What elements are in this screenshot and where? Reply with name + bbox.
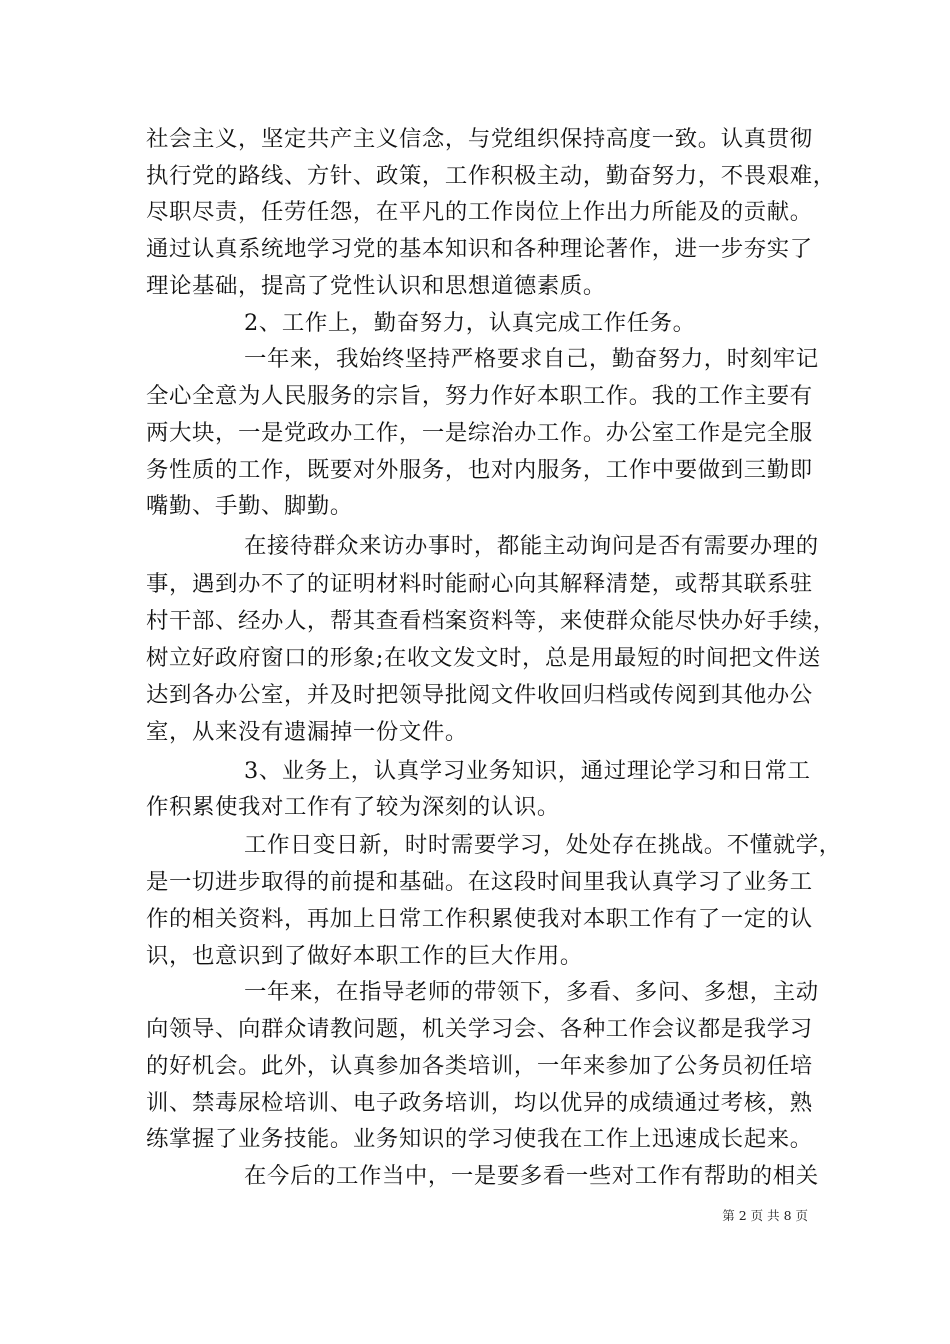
- text-line: 作的相关资料，再加上日常工作积累使我对本职工作有了一定的认: [146, 906, 813, 932]
- text-line: 尽职尽责，任劳任怨，在平凡的工作岗位上作出力所能及的贡献。: [146, 199, 813, 225]
- text-line: 村干部、经办人，帮其查看档案资料等，来使群众能尽快办好手续，: [146, 608, 836, 634]
- text-line: 在接待群众来访办事时，都能主动询问是否有需要办理的: [244, 533, 819, 559]
- text-line: 嘴勤、手勤、脚勤。: [146, 493, 353, 519]
- text-line: 作积累使我对工作有了较为深刻的认识。: [146, 794, 560, 820]
- text-line: 识，也意识到了做好本职工作的巨大作用。: [146, 943, 583, 969]
- text-line: 一年来，我始终坚持严格要求自己，勤奋努力，时刻牢记: [244, 346, 819, 372]
- text-line: 执行党的路线、方针、政策，工作积极主动，勤奋努力，不畏艰难，: [146, 163, 836, 189]
- text-line: 在今后的工作当中，一是要多看一些对工作有帮助的相关: [244, 1163, 819, 1189]
- section-heading: 2、工作上，勤奋努力，认真完成工作任务。: [244, 310, 696, 336]
- text-line: 向领导、向群众请教问题，机关学习会、各种工作会议都是我学习: [146, 1016, 813, 1042]
- text-line: 务性质的工作，既要对外服务，也对内服务，工作中要做到三勤即: [146, 457, 813, 483]
- text-line: 室，从来没有遗漏掉一份文件。: [146, 719, 468, 745]
- text-line: 理论基础，提高了党性认识和思想道德素质。: [146, 273, 606, 299]
- text-line: 工作日变日新，时时需要学习，处处存在挑战。不懂就学，: [244, 832, 842, 858]
- text-line: 社会主义，坚定共产主义信念，与党组织保持高度一致。认真贯彻: [146, 126, 813, 152]
- section-heading: 3、业务上，认真学习业务知识，通过理论学习和日常工: [244, 758, 811, 784]
- text-line: 全心全意为人民服务的宗旨，努力作好本职工作。我的工作主要有: [146, 383, 813, 409]
- text-line: 的好机会。此外，认真参加各类培训，一年来参加了公务员初任培: [146, 1053, 813, 1079]
- text-line: 树立好政府窗口的形象;在收文发文时，总是用最短的时间把文件送: [146, 645, 821, 671]
- text-line: 两大块，一是党政办工作，一是综治办工作。办公室工作是完全服: [146, 420, 813, 446]
- page-number: 第 2 页 共 8 页: [722, 1208, 808, 1223]
- text-line: 事，遇到办不了的证明材料时能耐心向其解释清楚，或帮其联系驻: [146, 571, 813, 597]
- text-line: 练掌握了业务技能。业务知识的学习使我在工作上迅速成长起来。: [146, 1126, 813, 1152]
- text-line: 一年来，在指导老师的带领下，多看、多问、多想，主动: [244, 979, 819, 1005]
- text-line: 训、禁毒尿检培训、电子政务培训，均以优异的成绩通过考核，熟: [146, 1090, 813, 1116]
- text-line: 通过认真系统地学习党的基本知识和各种理论著作，进一步夯实了: [146, 236, 813, 262]
- text-line: 是一切进步取得的前提和基础。在这段时间里我认真学习了业务工: [146, 869, 813, 895]
- text-line: 达到各办公室，并及时把领导批阅文件收回归档或传阅到其他办公: [146, 682, 813, 708]
